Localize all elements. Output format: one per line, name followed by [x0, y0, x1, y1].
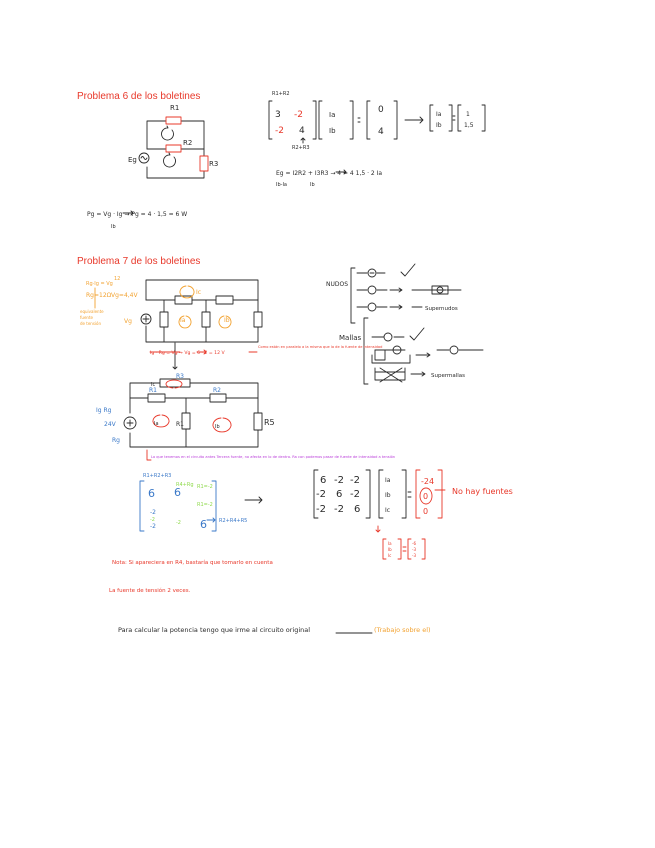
orange-note-1: Rg·Ig = Vg [86, 281, 113, 287]
c2-source: 24V [104, 421, 116, 428]
orange-note-5: equivalente [80, 309, 104, 314]
green-note-4: -2 [176, 520, 181, 526]
m7-var-c: Ic [385, 507, 391, 514]
m7-r3c1: -2 [316, 504, 326, 515]
m7-r1c3: -2 [350, 475, 360, 486]
c2-r2: R2 [213, 387, 221, 394]
mesh-arrow-b [164, 153, 176, 167]
matrix7-m22: 6 [174, 486, 181, 499]
resistor-left [160, 312, 168, 327]
sol-val-a: -6 [412, 541, 416, 546]
label-r3: R3 [209, 160, 219, 168]
matrix6-rhs-2: 4 [378, 127, 384, 137]
transform-note: Como están en paralelo a la misma que la de la fuente de intensidad [258, 345, 383, 349]
matrix7-m21: -2 [150, 509, 156, 516]
label-vg: Vg [124, 318, 132, 325]
matrix7-note-top: R1+R2+R3 [143, 473, 172, 479]
m7-var-a: Ia [385, 477, 391, 484]
no-sources-label: No hay fuentes [452, 487, 513, 496]
resistor-r3 [200, 156, 208, 171]
m7-rhs-1: -24 [421, 477, 435, 486]
power6-sub: Ib [111, 224, 116, 230]
orange-note-2: 12 [114, 276, 121, 282]
c2-ig: Ig Rg [96, 407, 112, 414]
matrix7-m33: 6 [200, 518, 207, 531]
m7-r2c3: -2 [350, 489, 360, 500]
matrix7-m11: 6 [148, 487, 155, 500]
c2-rg: Rg [112, 437, 120, 444]
m7-rhs-2: 0 [423, 492, 429, 501]
supernode-label: Supernudos [425, 306, 458, 312]
resistor-r1 [166, 117, 181, 124]
m7-r3c2: -2 [334, 504, 344, 515]
resistor-r5-bottom [254, 413, 262, 430]
eq6-sub1: Ib-Ia [276, 182, 287, 188]
green-note-2: R1=-2 [197, 484, 213, 490]
matrix6-res-val-b: 1,5 [464, 122, 474, 129]
matrix6-note-bottom: R2+R3 [292, 145, 310, 151]
eq6-line: Eg = I2R2 + I3R3 → 4 = 4 1,5 · 2 Ia [276, 170, 383, 177]
supermesh-label: Supermallas [431, 373, 466, 379]
note-1: Nota: Si apareciera en R4, bastaría que tomarlo en cuenta [112, 560, 273, 566]
matrix7-handwritten-note: R2+R4+R5 [219, 518, 248, 524]
orange-note-6: fuente [80, 315, 93, 320]
problem-7-heading: Problema 7 de los boletines [77, 256, 201, 267]
c2-r4: R1 [176, 421, 184, 428]
resistor-right [254, 312, 262, 327]
c2-mesh-c: Ic [151, 382, 156, 388]
c2-mesh-a: Ia [154, 421, 159, 427]
matrix6-m11: 3 [275, 110, 281, 120]
final-paren: (Trabajo sobre el) [374, 626, 431, 634]
matrix6-note-top: R1+R2 [272, 91, 290, 97]
problem7-circuit-bottom [124, 379, 262, 460]
top-mesh-c: Ic [196, 289, 202, 296]
matrix6-m12: -2 [294, 110, 303, 120]
c2-mesh-b: Ib [215, 424, 220, 430]
orange-note-3: Rg=12Ω [86, 292, 112, 299]
meshes-diagrams [364, 318, 483, 384]
m7-var-b: Ib [385, 492, 391, 499]
sol-var-a: Ia [388, 541, 392, 546]
matrix6-res-var-b: Ib [436, 122, 442, 129]
sol-val-c: -3 [412, 553, 416, 558]
green-note-5: -2 [150, 517, 155, 523]
final-note: Para calcular la potencia tengo que irme al circuito original [118, 626, 311, 634]
m7-r1c2: -2 [334, 475, 344, 486]
matrix6-res-var-a: Ia [436, 111, 442, 118]
problem-6-heading: Problema 6 de los boletines [77, 91, 201, 102]
matrix6-var-a: Ia [329, 111, 336, 119]
m7-rhs-3: 0 [423, 507, 429, 516]
m7-r3c3: 6 [354, 504, 361, 515]
sol-val-b: -3 [412, 547, 416, 552]
resistor-r2-bottom [210, 394, 226, 402]
c2-r3: R3 [176, 373, 184, 380]
matrix6-rhs-1: 0 [378, 105, 384, 115]
sol-var-c: Ic [388, 553, 392, 558]
resistor-r2 [166, 145, 181, 152]
problem6-circuit [139, 117, 208, 178]
green-note-1: R4+Rg [176, 482, 194, 488]
matrix7-m31: -2 [150, 523, 156, 530]
label-r2: R2 [183, 139, 193, 147]
m7-r1c1: 6 [320, 475, 327, 486]
note-2: La fuente de tensión 2 veces. [109, 588, 191, 594]
matrix6-res-val-a: 1 [466, 111, 470, 118]
m7-r2c1: -2 [316, 489, 326, 500]
label-eg: Eg [128, 156, 137, 164]
sol-var-b: Ib [388, 547, 392, 552]
power6-line: Pg = Vg · Ig → Pg = 4 · 1,5 = 6 W [87, 211, 188, 218]
orange-note-7: de tensión [80, 321, 102, 326]
purple-note: Lo que tenemos en el circuito antes Tercera fuente, no afecta en lo de dentro. Ra con podemos pasar de fuente de intensidad a tensión [151, 455, 396, 459]
top-mesh-b: Ib [224, 317, 230, 324]
nodes-label: NUDOS [326, 281, 349, 288]
meshes-label: Mallas [339, 334, 362, 342]
green-note-3: R1=-2 [197, 502, 213, 508]
nodes-diagrams [351, 264, 461, 323]
resistor-top-2 [216, 296, 233, 304]
mesh-arrow-a [162, 126, 174, 140]
matrix6-m21: -2 [275, 126, 284, 136]
c2-r5: R5 [264, 418, 275, 427]
resistor-r1-bottom [148, 394, 165, 402]
problem6-matrix [269, 101, 485, 143]
transform-line: Ig · Rg = Vg → Vg = 6 · 2 = 12 V [150, 351, 225, 356]
m7-r2c2: 6 [336, 489, 343, 500]
orange-note-4: Vg=4,4V [111, 292, 138, 299]
c2-r1: R1 [149, 387, 157, 394]
eq6-sub2: Ib [310, 182, 315, 188]
matrix6-var-b: Ib [329, 127, 336, 135]
matrix6-m22: 4 [299, 126, 305, 136]
resistor-mid [202, 312, 210, 327]
label-r1: R1 [170, 104, 180, 112]
top-mesh-a: Ia [180, 317, 186, 324]
